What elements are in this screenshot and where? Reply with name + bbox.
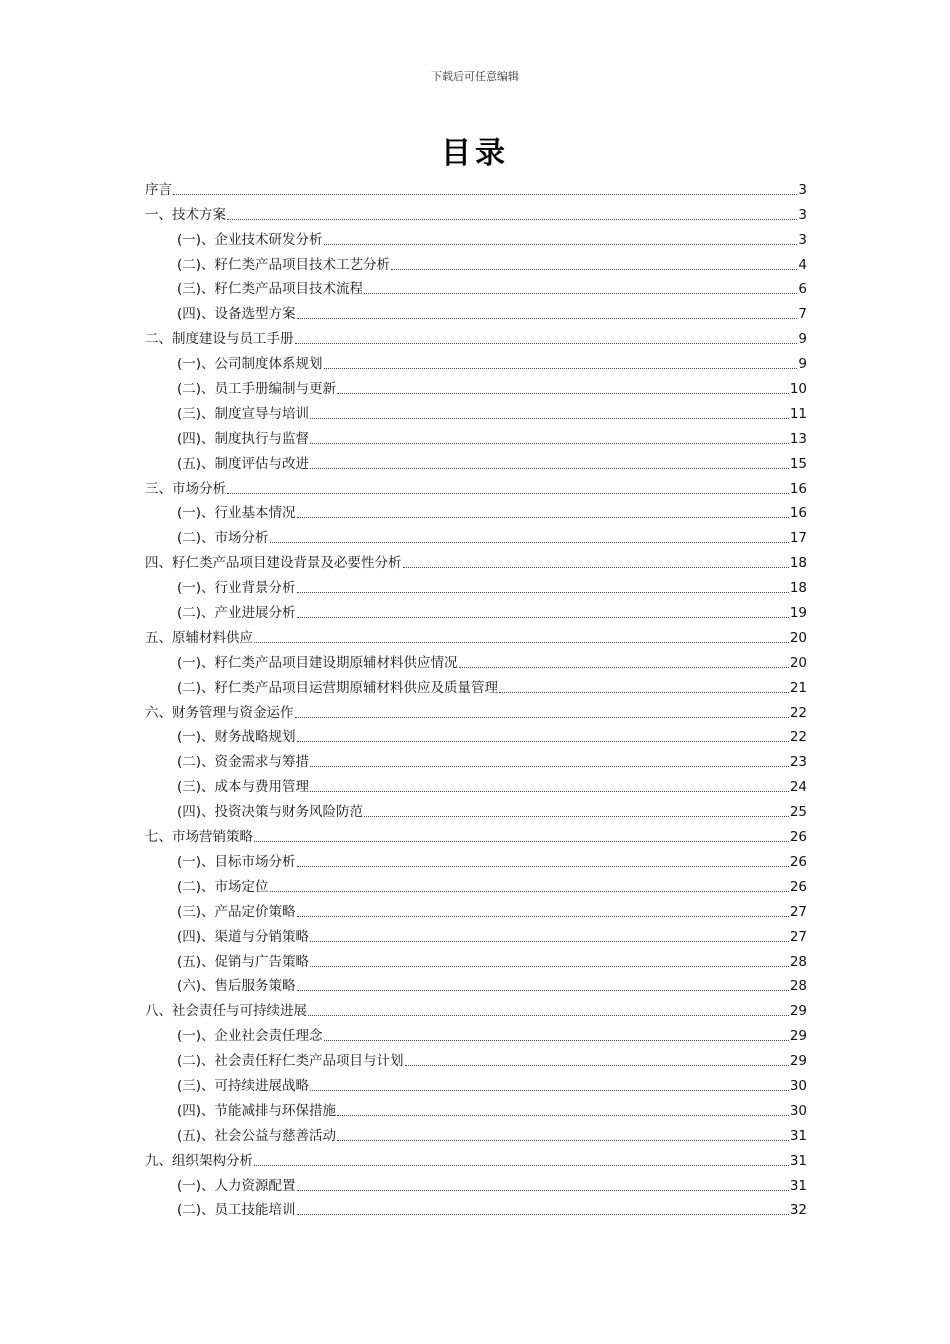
- toc-page-number: 22: [789, 704, 807, 721]
- toc-leader-dots: [391, 269, 797, 270]
- toc-subentry[interactable]: [145, 1020, 807, 1045]
- toc-entry-label: (三)、可持续进展战略: [177, 1077, 310, 1094]
- toc-page-number: 4: [798, 256, 807, 273]
- toc-entry-label: (一)、企业社会责任理念: [177, 1028, 323, 1045]
- toc-entry-label: 九、组织架构分析: [145, 1152, 253, 1169]
- toc-entry-label: 八、社会责任与可持续进展: [145, 1003, 307, 1020]
- toc-page-number: 23: [789, 754, 807, 771]
- toc-subentry[interactable]: [145, 348, 807, 373]
- toc-page-number: 10: [789, 381, 807, 398]
- toc-leader-dots: [459, 667, 789, 668]
- toc-leader-dots: [364, 816, 789, 817]
- toc-subentry[interactable]: [145, 672, 807, 697]
- toc-subentry[interactable]: [145, 846, 807, 871]
- toc-entry-label: (一)、行业基本情况: [177, 505, 296, 522]
- toc-page-number: 29: [789, 1003, 807, 1020]
- toc-subentry[interactable]: [145, 398, 807, 423]
- toc-leader-dots: [297, 916, 789, 917]
- toc-page-number: 20: [789, 629, 807, 646]
- toc-page-number: 28: [789, 978, 807, 995]
- toc-page-number: 16: [789, 505, 807, 522]
- toc-entry-label: (一)、财务战略规划: [177, 729, 296, 746]
- toc-leader-dots: [173, 194, 797, 195]
- toc-entry-label: (六)、售后服务策略: [177, 978, 296, 995]
- toc-page-number: 9: [798, 356, 807, 373]
- toc-page-number: 13: [789, 430, 807, 447]
- toc-entry[interactable]: [145, 323, 807, 348]
- toc-leader-dots: [324, 1040, 789, 1041]
- toc-title: 目录: [441, 136, 509, 171]
- toc-subentry[interactable]: [145, 298, 807, 323]
- toc-page-number: 26: [789, 853, 807, 870]
- toc-leader-dots: [295, 717, 789, 718]
- toc-subentry[interactable]: [145, 971, 807, 996]
- toc-entry-label: (二)、资金需求与筹措: [177, 754, 310, 771]
- toc-entry-label: 一、技术方案: [145, 206, 226, 223]
- toc-page-number: 26: [789, 878, 807, 895]
- toc-entry-label: (一)、行业背景分析: [177, 580, 296, 597]
- toc-leader-dots: [337, 1140, 789, 1141]
- toc-entry-label: (二)、籽仁类产品项目技术工艺分析: [177, 256, 391, 273]
- toc-leader-dots: [254, 841, 789, 842]
- toc-leader-dots: [308, 1015, 789, 1016]
- toc-page-number: 3: [798, 181, 807, 198]
- toc-entry-label: (四)、设备选型方案: [177, 306, 296, 323]
- toc-subentry[interactable]: [145, 746, 807, 771]
- toc-page-number: 29: [789, 1053, 807, 1070]
- toc-subentry[interactable]: [145, 1095, 807, 1120]
- toc-leader-dots: [310, 791, 789, 792]
- toc-entry[interactable]: [145, 199, 807, 224]
- toc-subentry[interactable]: [145, 946, 807, 971]
- toc-entry-label: (五)、社会公益与慈善活动: [177, 1127, 337, 1144]
- toc-leader-dots: [310, 418, 789, 419]
- toc-page-number: 31: [789, 1177, 807, 1194]
- toc-leader-dots: [297, 990, 789, 991]
- toc-subentry[interactable]: [145, 522, 807, 547]
- toc-leader-dots: [499, 692, 789, 693]
- table-of-contents: [145, 174, 807, 1219]
- toc-page-number: 29: [789, 1028, 807, 1045]
- toc-page-number: 6: [798, 281, 807, 298]
- toc-subentry[interactable]: [145, 771, 807, 796]
- toc-subentry[interactable]: [145, 796, 807, 821]
- toc-entry-label: (三)、成本与费用管理: [177, 779, 310, 796]
- toc-subentry[interactable]: [145, 921, 807, 946]
- toc-entry-label: (二)、籽仁类产品项目运营期原辅材料供应及质量管理: [177, 679, 499, 696]
- toc-entry-label: (二)、员工技能培训: [177, 1202, 296, 1219]
- toc-leader-dots: [310, 443, 789, 444]
- toc-entry-label: (一)、目标市场分析: [177, 853, 296, 870]
- toc-page-number: 20: [789, 654, 807, 671]
- toc-subentry[interactable]: [145, 1170, 807, 1195]
- toc-entry-label: 序言: [145, 181, 172, 198]
- toc-leader-dots: [254, 1165, 789, 1166]
- toc-subentry[interactable]: [145, 274, 807, 299]
- toc-leader-dots: [297, 617, 789, 618]
- toc-entry-label: (四)、投资决策与财务风险防范: [177, 804, 364, 821]
- toc-page-number: 7: [798, 306, 807, 323]
- toc-entry-label: (三)、制度宣导与培训: [177, 405, 310, 422]
- toc-entry-label: (三)、产品定价策略: [177, 903, 296, 920]
- toc-page-number: 27: [789, 928, 807, 945]
- toc-entry-label: (二)、员工手册编制与更新: [177, 381, 337, 398]
- toc-leader-dots: [310, 941, 789, 942]
- toc-entry-label: (五)、制度评估与改进: [177, 455, 310, 472]
- toc-entry-label: (一)、人力资源配置: [177, 1177, 296, 1194]
- toc-entry-label: (三)、籽仁类产品项目技术流程: [177, 281, 364, 298]
- toc-leader-dots: [324, 368, 798, 369]
- toc-subentry[interactable]: [145, 1120, 807, 1145]
- toc-page-number: 9: [798, 331, 807, 348]
- toc-subentry[interactable]: [145, 597, 807, 622]
- toc-leader-dots: [324, 244, 798, 245]
- toc-subentry[interactable]: [145, 871, 807, 896]
- toc-subentry[interactable]: [145, 1045, 807, 1070]
- toc-leader-dots: [297, 592, 789, 593]
- toc-leader-dots: [337, 1115, 789, 1116]
- toc-entry-label: 四、籽仁类产品项目建设背景及必要性分析: [145, 555, 402, 572]
- toc-page-number: 22: [789, 729, 807, 746]
- toc-page-number: 31: [789, 1152, 807, 1169]
- toc-leader-dots: [270, 542, 789, 543]
- toc-subentry[interactable]: [145, 896, 807, 921]
- toc-page-number: 30: [789, 1102, 807, 1119]
- toc-leader-dots: [297, 1190, 789, 1191]
- toc-leader-dots: [310, 468, 789, 469]
- toc-entry[interactable]: [145, 547, 807, 572]
- toc-subentry[interactable]: [145, 498, 807, 523]
- toc-leader-dots: [337, 393, 789, 394]
- toc-entry[interactable]: [145, 174, 807, 199]
- toc-leader-dots: [405, 1065, 789, 1066]
- toc-entry[interactable]: [145, 622, 807, 647]
- toc-entry[interactable]: [145, 473, 807, 498]
- toc-entry-label: (二)、市场分析: [177, 530, 269, 547]
- toc-entry-label: (一)、企业技术研发分析: [177, 231, 323, 248]
- toc-subentry[interactable]: [145, 647, 807, 672]
- toc-subentry[interactable]: [145, 423, 807, 448]
- toc-leader-dots: [297, 1214, 789, 1215]
- toc-entry-label: (二)、社会责任籽仁类产品项目与计划: [177, 1053, 404, 1070]
- toc-entry-label: (一)、籽仁类产品项目建设期原辅材料供应情况: [177, 654, 458, 671]
- toc-leader-dots: [227, 493, 789, 494]
- toc-leader-dots: [310, 766, 789, 767]
- page-header: 下载后可任意编辑: [431, 70, 519, 83]
- toc-subentry[interactable]: [145, 373, 807, 398]
- toc-entry-label: (四)、制度执行与监督: [177, 430, 310, 447]
- toc-entry-label: 二、制度建设与员工手册: [145, 331, 294, 348]
- toc-leader-dots: [295, 343, 798, 344]
- toc-page-number: 19: [789, 605, 807, 622]
- toc-leader-dots: [297, 866, 789, 867]
- toc-entry[interactable]: [145, 1145, 807, 1170]
- toc-entry-label: 三、市场分析: [145, 480, 226, 497]
- toc-entry-label: (二)、市场定位: [177, 878, 269, 895]
- toc-page-number: 26: [789, 829, 807, 846]
- toc-page-number: 30: [789, 1077, 807, 1094]
- toc-leader-dots: [297, 741, 789, 742]
- toc-leader-dots: [297, 318, 798, 319]
- toc-subentry[interactable]: [145, 722, 807, 747]
- toc-page-number: 17: [789, 530, 807, 547]
- toc-leader-dots: [254, 642, 789, 643]
- toc-page-number: 15: [789, 455, 807, 472]
- toc-page-number: 25: [789, 804, 807, 821]
- toc-entry-label: 七、市场营销策略: [145, 829, 253, 846]
- toc-page-number: 3: [798, 206, 807, 223]
- toc-page-number: 32: [789, 1202, 807, 1219]
- toc-entry-label: (四)、节能减排与环保措施: [177, 1102, 337, 1119]
- toc-subentry[interactable]: [145, 448, 807, 473]
- toc-entry-label: (一)、公司制度体系规划: [177, 356, 323, 373]
- toc-entry-label: 五、原辅材料供应: [145, 629, 253, 646]
- toc-page-number: 3: [798, 231, 807, 248]
- toc-page-number: 24: [789, 779, 807, 796]
- toc-page-number: 18: [789, 555, 807, 572]
- toc-leader-dots: [270, 891, 789, 892]
- toc-subentry[interactable]: [145, 572, 807, 597]
- toc-leader-dots: [364, 293, 797, 294]
- toc-entry-label: (五)、促销与广告策略: [177, 953, 310, 970]
- toc-subentry[interactable]: [145, 249, 807, 274]
- toc-subentry[interactable]: [145, 1070, 807, 1095]
- toc-page-number: 18: [789, 580, 807, 597]
- toc-leader-dots: [227, 219, 797, 220]
- toc-page-number: 31: [789, 1127, 807, 1144]
- toc-entry-label: (四)、渠道与分销策略: [177, 928, 310, 945]
- toc-page-number: 16: [789, 480, 807, 497]
- toc-subentry[interactable]: [145, 1195, 807, 1220]
- toc-leader-dots: [297, 517, 789, 518]
- toc-entry-label: 六、财务管理与资金运作: [145, 704, 294, 721]
- toc-leader-dots: [310, 966, 789, 967]
- toc-entry-label: (二)、产业进展分析: [177, 605, 296, 622]
- toc-leader-dots: [403, 567, 789, 568]
- toc-page-number: 21: [789, 679, 807, 696]
- toc-entry[interactable]: [145, 995, 807, 1020]
- toc-leader-dots: [310, 1090, 789, 1091]
- toc-entry[interactable]: [145, 821, 807, 846]
- toc-page-number: 27: [789, 903, 807, 920]
- toc-page-number: 28: [789, 953, 807, 970]
- toc-entry[interactable]: [145, 697, 807, 722]
- toc-subentry[interactable]: [145, 224, 807, 249]
- toc-page-number: 11: [789, 405, 807, 422]
